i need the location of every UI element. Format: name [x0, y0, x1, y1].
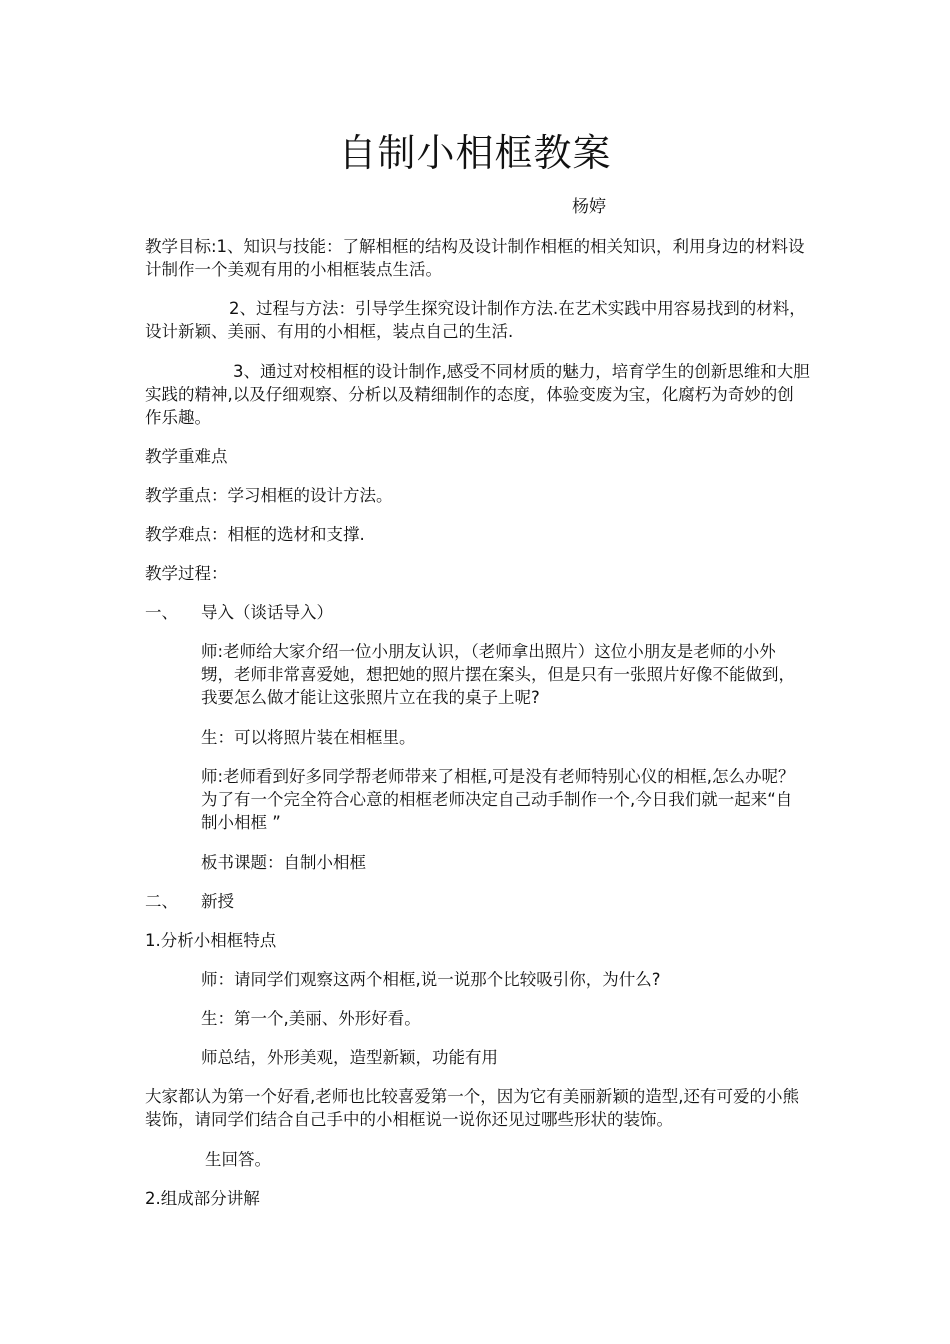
document-title: 自制小相框教案	[338, 131, 612, 175]
section-1-heading	[145, 601, 333, 624]
key-points-heading: 教学重难点	[145, 447, 228, 466]
section-1-label: 导入（谈话导入）	[201, 603, 333, 622]
board-title: 板书课题：自制小相框	[201, 853, 366, 872]
key-difficulty: 教学难点：相框的选材和支撑.	[145, 525, 365, 544]
subsection-2-heading: 2.组成部分讲解	[145, 1189, 260, 1208]
section-2-number: 二、	[145, 892, 178, 911]
goal-paragraph-3: 3、通过对校相框的设计制作,感受不同材质的魅力，培育学生的创新思维和大胆实践的精神,以及仔细观察、分析以及精细制作的态度，体验变废为宝，化腐朽为奇妙的创作乐趣。	[145, 362, 810, 427]
teacher-summary: 师总结，外形美观，造型新颖，功能有用	[201, 1048, 498, 1067]
teacher-question: 师：请同学们观察这两个相框,说一说那个比较吸引你，为什么?	[201, 970, 661, 989]
section-2-heading	[145, 890, 234, 913]
section-1-number: 一、	[145, 603, 178, 622]
discussion-paragraph: 大家都认为第一个好看,老师也比较喜爱第一个，因为它有美丽新颖的造型,还有可爱的小熊装饰，请同学们结合自己手中的小相框说一说你还见过哪些形状的装饰。	[145, 1087, 799, 1129]
teacher-line-2: 师:老师看到好多同学帮老师带来了相框,可是没有老师特别心仪的相框,怎么办呢？为了有一个完全符合心意的相框老师决定自己动手制作一个,今日我们就一起来“自制小相框 ”	[201, 767, 795, 832]
goal-paragraph-1: 教学目标:1、知识与技能：了解相框的结构及设计制作相框的相关知识，利用身边的材料设计制作一个美观有用的小相框装点生活。	[145, 237, 805, 279]
student-response: 生回答。	[205, 1150, 271, 1169]
student-answer: 生：第一个,美丽、外形好看。	[201, 1009, 421, 1028]
author-name: 杨婷	[572, 197, 606, 217]
teacher-line-1: 师:老师给大家介绍一位小朋友认识，（老师拿出照片）这位小朋友是老师的小外甥，老师非常喜爱她，想把她的照片摆在案头，但是只有一张照片好像不能做到，我要怎么做才能让这张照片立在我的桌子上呢?	[201, 642, 795, 707]
key-focus: 教学重点：学习相框的设计方法。	[145, 486, 393, 505]
subsection-1-heading: 1.分析小相框特点	[145, 931, 277, 950]
goal-paragraph-2: 2、过程与方法：引导学生探究设计制作方法.在艺术实践中用容易找到的材料，设计新颖、美丽、有用的小相框，装点自己的生活.	[145, 299, 806, 341]
student-line-1: 生：可以将照片装在相框里。	[201, 728, 416, 747]
process-heading: 教学过程：	[145, 564, 228, 583]
section-2-label: 新授	[201, 892, 234, 911]
